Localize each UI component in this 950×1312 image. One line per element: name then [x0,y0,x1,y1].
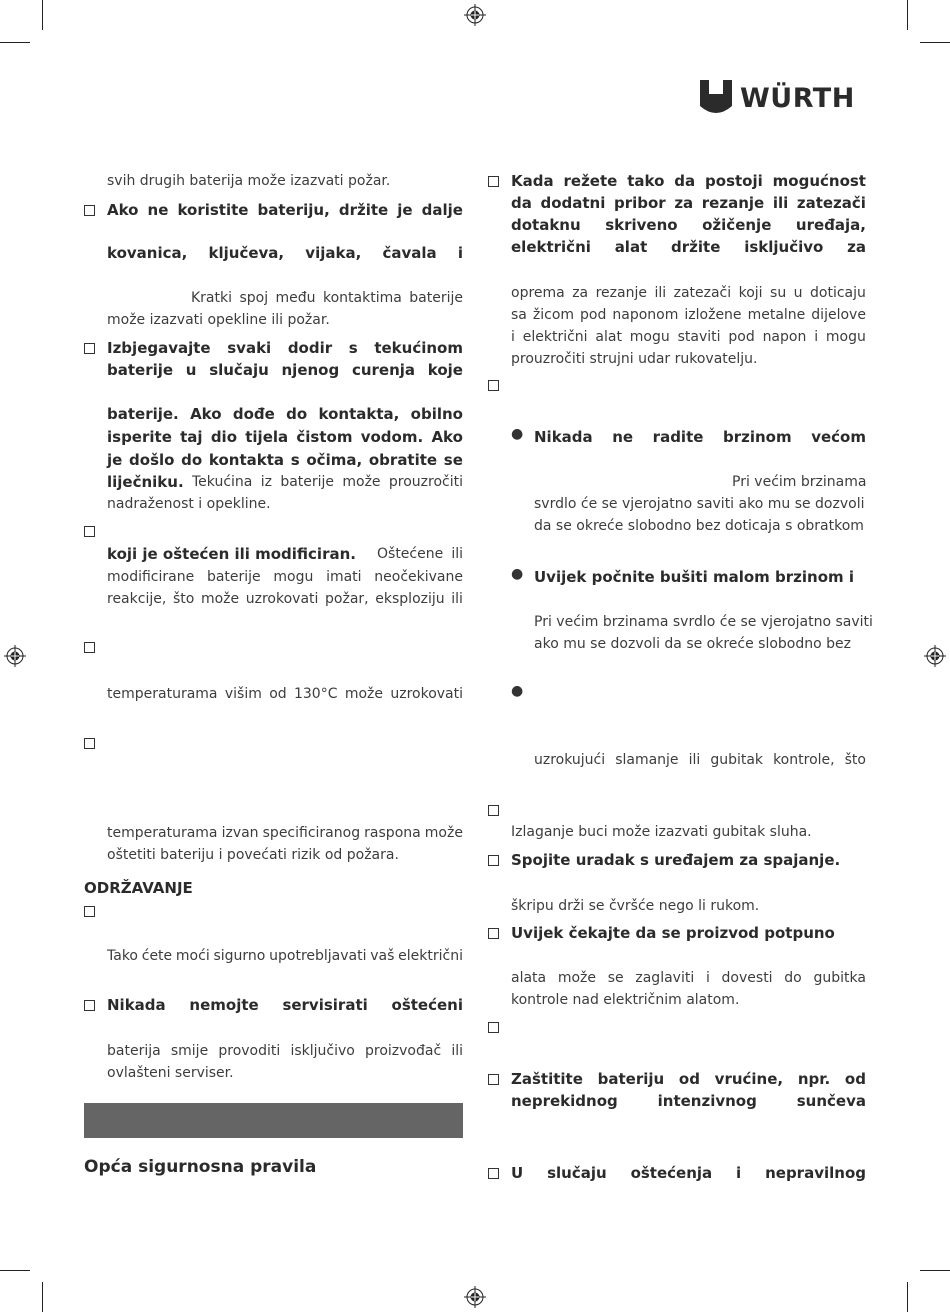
word: Tekućina [192,474,253,490]
word: Izbjegavajte [107,339,211,357]
checkbox-icon [488,805,499,816]
word: 130°C [293,686,338,702]
word: koji [738,285,763,301]
word: nepravilnog [765,1164,866,1182]
checkbox-icon [488,928,499,939]
word: s [348,339,358,357]
text-line: Izlaganje buci može izazvati gubitak sluha. [511,824,812,840]
word: držite [338,201,389,219]
word: čistom [296,428,353,446]
word: do [181,451,203,469]
word: imati [326,569,362,585]
word: alata [511,970,547,986]
word: uzrokovati [390,686,463,702]
word: u [185,361,197,379]
word: i [705,970,710,986]
word: mogu [629,329,670,345]
text-line: nadraženost i opekline. [107,496,271,512]
bold-line [511,170,866,192]
word: Tako [107,948,138,964]
word: došlo [129,451,175,469]
word: izvan [221,825,259,841]
word: dio [210,428,237,446]
text-line [191,287,463,309]
word: sa [511,307,527,323]
word: dijelove [811,307,866,323]
word: što [844,752,866,768]
word: isključivo [744,238,824,256]
bold-line [107,426,463,448]
bold-line [107,449,463,471]
word: što [172,591,195,607]
word: može [344,686,383,702]
bold-line [511,214,866,236]
word: baterije [206,569,261,585]
word: rezanje [701,194,765,212]
word: dodatni [540,194,606,212]
text-line: Pri većim brzinama [732,474,867,490]
word: raspona [364,825,421,841]
word: kontaktima [322,290,402,306]
word: naponom [612,307,679,323]
text-line [107,588,463,610]
bold-line [534,426,866,448]
checkbox-icon [84,1000,95,1011]
word: baterije [107,361,174,379]
text-line: škripu drži se čvršće nego li rukom. [511,898,760,914]
word: vodom. [360,428,424,446]
word: može [342,474,381,490]
word: Zaštitite [511,1070,583,1088]
word: vaš [370,948,395,964]
word: je [107,451,123,469]
word: slamanje [615,752,679,768]
word: pod [728,329,755,345]
crop-mark [907,0,908,30]
bold-line [107,994,463,1016]
word: Kada [511,172,554,190]
word: sigurno [213,948,266,964]
checkbox-icon [84,526,95,537]
maintenance-heading: ODRŽAVANJE [84,879,193,897]
word: skriveno [605,216,678,234]
word: ili [772,194,789,212]
word: i [511,329,515,345]
text-line: kontrole nad električnim alatom. [511,992,740,1008]
section-bar [84,1103,463,1138]
word: iz [260,474,272,490]
text-line [511,282,866,304]
word: za [572,285,589,301]
word: dovesti [721,970,773,986]
word: koje [427,361,463,379]
text-line [511,304,866,326]
word: obratite [368,451,438,469]
registration-mark-icon [4,645,26,667]
word: ne [147,201,169,219]
word: isperite [107,428,172,446]
text-line: da se okreće slobodno bez doticaja s obratkom [534,518,864,534]
bold-line [107,337,463,359]
crop-mark [0,1270,30,1271]
word: tijela [245,428,289,446]
word: prouzročiti [388,474,463,490]
text-line: svih drugih baterija može izazvati požar. [107,173,391,189]
word: kontakta, [318,405,400,423]
word: dalje [421,201,463,219]
text-line: svrdlo će se vjerojatno saviti ako mu se dozvoli [534,496,865,512]
text-line [511,967,866,989]
word: ili [451,546,463,562]
word: oprema [511,285,565,301]
bold-line [511,1162,866,1184]
word: provoditi [218,1043,281,1059]
word: među [275,290,316,306]
text-line: oštetiti bateriju i povećati rizik od požara. [107,847,399,863]
word: U [511,1164,524,1182]
word: izložene [684,307,742,323]
word: oštećeni [391,996,463,1014]
word: očima, [306,451,363,469]
word: metalne [747,307,806,323]
checkbox-icon [84,642,95,653]
word: može [424,825,463,841]
checkbox-icon [84,205,95,216]
word: slučaju [547,1164,607,1182]
word: proizvođač [365,1043,442,1059]
word: sunčeva [796,1092,866,1110]
word: doticaju [810,285,866,301]
word: alat [595,329,622,345]
word: bateriju [597,1070,665,1088]
text-line: ovlašteni serviser. [107,1065,234,1081]
word: reakcije, [107,591,167,607]
word: baterija [107,1043,161,1059]
word: od [269,686,287,702]
word: nemojte [189,996,259,1014]
text-line [107,1040,463,1062]
text-line: prouzročiti strujni udar rukovatelju. [511,351,758,367]
word: za [674,194,694,212]
section-title: Opća sigurnosna pravila [84,1157,317,1177]
word: specificiranog [262,825,361,841]
checkbox-icon [84,906,95,917]
text-line [107,822,463,844]
word: zatezači [796,194,866,212]
word: uzrokovati [245,591,319,607]
word: neprekidnog [511,1092,618,1110]
registration-mark-icon [924,645,946,667]
word: Ako [107,201,139,219]
crop-mark [907,1282,908,1312]
word: Nikada [534,428,593,446]
word: može [557,970,597,986]
bold-line [511,1090,866,1112]
word: se [607,970,624,986]
word: ili [688,752,701,768]
bullet-icon: ● [511,683,524,699]
word: od [678,1070,700,1088]
word: vrućine, [714,1070,784,1088]
word: pribor [613,194,666,212]
word: dotaknu [511,216,581,234]
word: ili [654,285,667,301]
word: svaki [227,339,272,357]
text-line: ako mu se dozvoli da se okreće slobodno bez [534,636,851,652]
checkbox-icon [488,855,499,866]
text-line [377,543,463,565]
word: dođe [232,405,275,423]
word: uzrokujući [534,752,606,768]
bold-line [511,1068,866,1090]
registration-mark-icon [464,1286,486,1308]
registration-mark-icon [464,4,486,26]
word: curenja [351,361,416,379]
word: ili [451,1043,463,1059]
word: s [290,451,300,469]
word: mogu [273,569,314,585]
bold-line [107,403,463,425]
word: Kratki [191,290,233,306]
text-line: može izazvati opekline ili požar. [107,312,330,328]
word: obilno [410,405,463,423]
text-line [107,945,463,967]
checkbox-icon [84,343,95,354]
bullet-icon: ● [511,566,524,582]
word: gubitak [710,752,764,768]
wurth-emblem-icon [700,80,732,116]
word: napon [762,329,807,345]
word: kontrole, [773,752,835,768]
word: električni [522,329,588,345]
word: smije [170,1043,209,1059]
word: većom [811,428,866,446]
text-line [192,471,463,493]
word: brzinom [723,428,792,446]
crop-mark [0,42,30,43]
word: slučaju [209,361,269,379]
word: temperaturama [107,686,218,702]
bold-line: Uvijek čekajte da se proizvod potpuno [511,924,835,942]
word: postoji [705,172,763,190]
word: dodir [287,339,333,357]
word: spoj [239,290,269,306]
word: ćete [141,948,173,964]
crop-mark [42,1282,43,1312]
word: i [457,244,463,262]
word: neočekivane [374,569,463,585]
bold-line [107,242,463,264]
word: električni [511,238,591,256]
word: kovanica, [107,244,188,262]
bold-line: Spojite uradak s uređajem za spajanje. [511,851,841,869]
text-line [107,566,463,588]
word: ili [451,591,463,607]
word: modificirane [107,569,195,585]
word: ožičenje [702,216,772,234]
word: do [286,405,308,423]
word: radite [652,428,704,446]
word: režete [563,172,618,190]
word: intenzivnog [657,1092,757,1110]
word: može [200,591,240,607]
word: taj [180,428,203,446]
word: baterije. [107,405,179,423]
word: njenog [281,361,340,379]
bold-line [107,199,463,221]
word: žicom [532,307,575,323]
word: zaglaviti [635,970,695,986]
crop-mark [920,1270,950,1271]
crop-mark [920,42,950,43]
brand-name: WÜRTH [740,82,855,114]
word: se [443,451,463,469]
word: vijaka, [305,244,362,262]
word: su [770,285,787,301]
word: moći [175,948,210,964]
word: tako [627,172,665,190]
text-line [107,683,463,705]
wurth-logo [700,80,855,116]
word: oštećenja [630,1164,713,1182]
word: električni [398,948,463,964]
checkbox-icon [488,380,499,391]
word: kontakta [208,451,285,469]
word: Ako [431,428,463,446]
word: za [847,238,866,256]
word: temperaturama [107,825,218,841]
word: zatezači [673,285,732,301]
crop-mark [42,0,43,30]
word: pod [580,307,607,323]
word: Ako [190,405,222,423]
bold-line [107,359,463,381]
checkbox-icon [488,176,499,187]
word: požar, [325,591,369,607]
word: ključeva, [208,244,285,262]
text-line: Pri većim brzinama svrdlo će se vjerojatno saviti [534,614,873,630]
word: isključivo [290,1043,355,1059]
word: rezanje [595,285,647,301]
word: servisirati [282,996,368,1014]
word: upotrebljavati [269,948,367,964]
word: da [674,172,696,190]
bullet-icon: ● [511,426,524,442]
bold-phrase: koji je oštećen ili modificiran. [107,545,356,563]
word: do [784,970,802,986]
word: je [397,201,413,219]
text-line [511,326,866,348]
word: baterije [280,474,335,490]
checkbox-icon [84,738,95,749]
bold-line [511,236,866,258]
word: baterije [409,290,463,306]
word: da [511,194,532,212]
word: eksploziju [375,591,445,607]
word: gubitka [813,970,866,986]
text-line [534,749,866,771]
word: staviti [677,329,721,345]
word: Oštećene [377,546,444,562]
word: držite [671,238,721,256]
checkbox-icon [488,1168,499,1179]
word: alat [614,238,648,256]
word: i [736,1164,742,1182]
checkbox-icon [488,1074,499,1085]
word: Nikada [107,996,166,1014]
word: npr. [797,1070,831,1088]
checkbox-icon [488,1022,499,1033]
word: koristite [177,201,249,219]
word: uređaja, [795,216,866,234]
word: tekućinom [374,339,463,357]
bold-line [511,192,866,214]
word: čavala [382,244,437,262]
bold-line: Uvijek počnite bušiti malom brzinom i [534,568,854,586]
word: mogu [825,329,866,345]
word: i [814,329,819,345]
bold-word: liječniku. [107,473,184,491]
word: višim [224,686,262,702]
word: bateriju, [257,201,330,219]
word: mogućnost [772,172,866,190]
word: ne [612,428,634,446]
word: u [793,285,803,301]
word: od [844,1070,866,1088]
